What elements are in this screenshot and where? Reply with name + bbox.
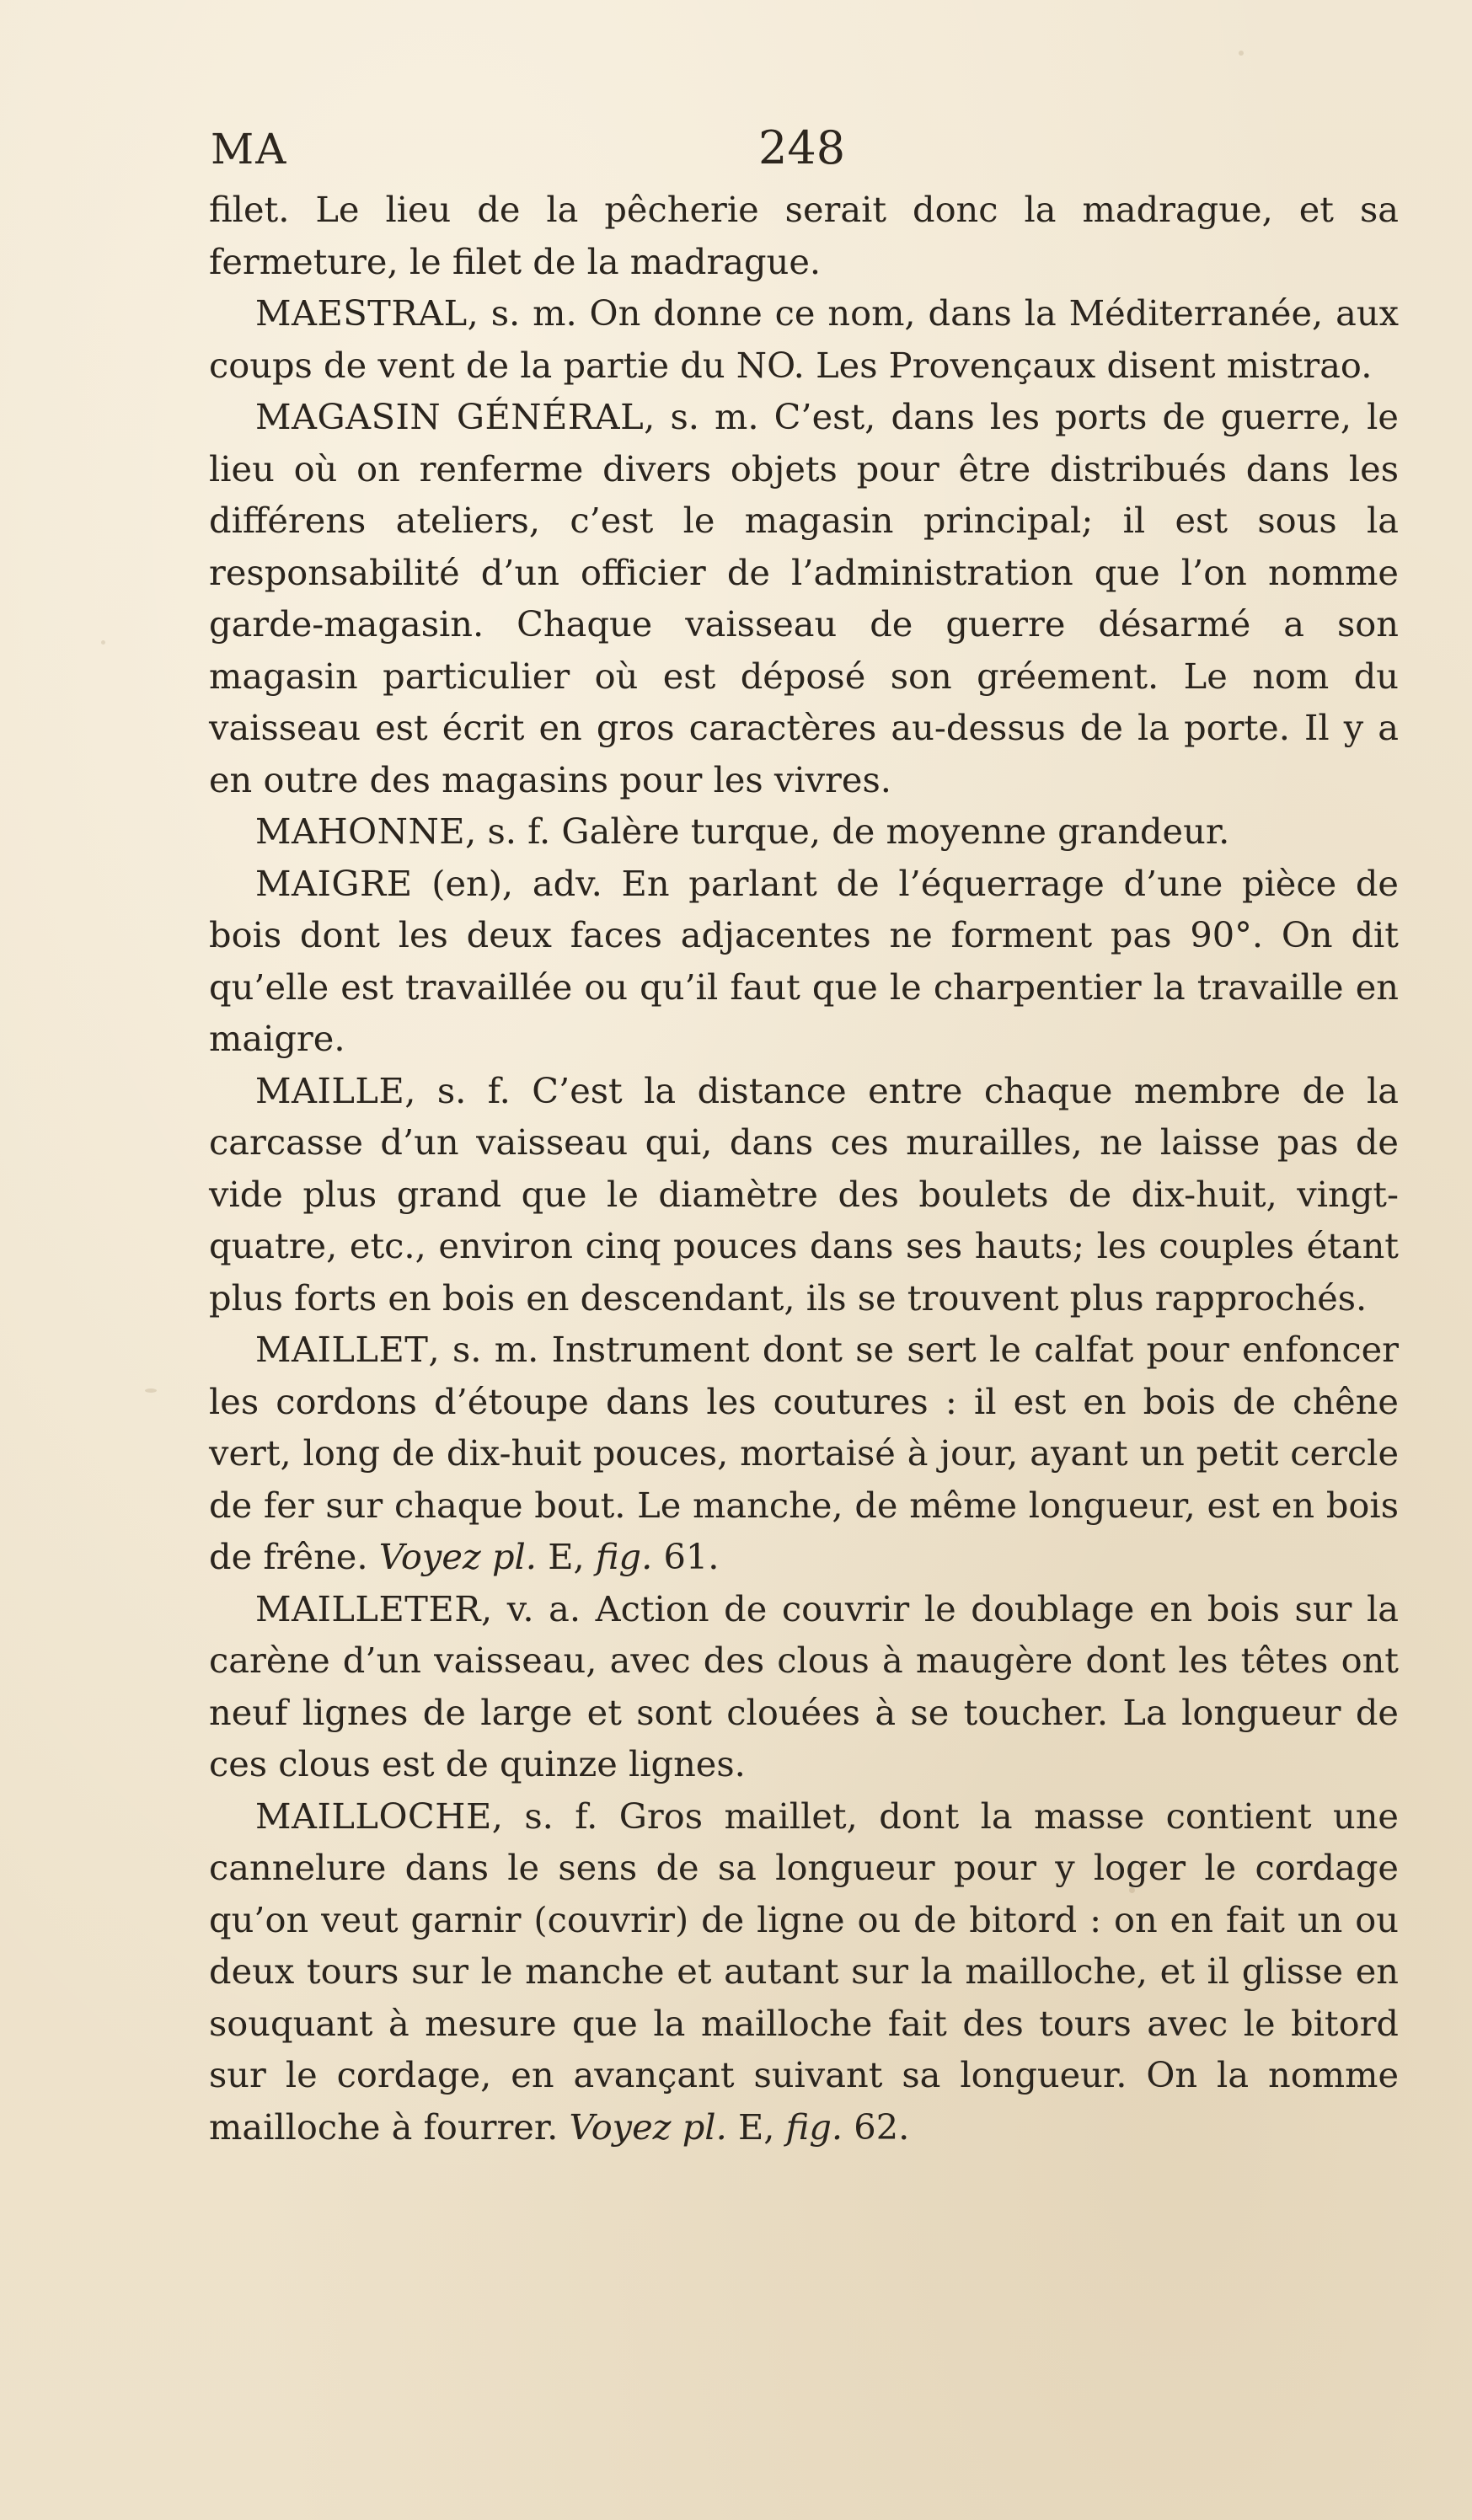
entry-maille [209, 1065, 1399, 1324]
headword: MAHONNE [255, 811, 466, 852]
entry-mailleter [209, 1583, 1399, 1790]
figure-number: 62. [843, 2105, 910, 2148]
entry-body: , v. a. Action de couvrir le doublage en bois sur la carène d’un vaisseau, avec des clous à maugère dont les têtes ont neuf lignes de large et sont clouées à se toucher. La longueur de ces clous est de quinze lignes. [209, 1587, 1399, 1784]
entry-maillet [209, 1324, 1399, 1583]
headword: MAILLE [255, 1069, 405, 1111]
entry-body: (en), adv. En parlant de l’équerrage d’une pièce de bois dont les deux faces adjacentes ne forment pas 90°. On dit qu’elle est travaillée ou qu’il faut que le charpentier la travaille en maigre. [209, 862, 1399, 1059]
figure-number: 61. [652, 1536, 720, 1577]
entry-maigre [209, 858, 1399, 1065]
entry-body: , s. m. On donne ce nom, dans la Méditerranée, aux coups de vent de la partie du NO. Les Provençaux disent mistrao. [209, 292, 1399, 386]
paper-stain [101, 640, 105, 645]
paper-stain [145, 1388, 157, 1393]
entry-body: , s. m. Instrument dont se sert le calfat pour enfoncer les cordons d’étoupe dans les coutures : il est en bois de chêne vert, long de dix-huit pouces, mortaisé à jour, ayant un petit cercle de fer sur chaque bout. Le manche, de même longueur, est en bois de frêne. [209, 1329, 1399, 1577]
entry-body: , s. f. Galère turque, de moyenne grandeur. [465, 811, 1230, 852]
figure-reference: Voyez pl. [367, 1536, 537, 1577]
entry-maestral [209, 287, 1399, 391]
plate-letter: E, [726, 2105, 786, 2148]
page-header [211, 118, 1407, 185]
continuation-paragraph: filet. Le lieu de la pêcherie serait donc la madrague, et sa fermeture, le filet de la madrague. [209, 189, 1399, 282]
running-head: MA [211, 125, 288, 174]
headword: MAIGRE [255, 862, 413, 904]
entry-mahonne [209, 805, 1399, 858]
headword: MAILLETER [255, 1587, 481, 1629]
paper-stain [1239, 51, 1244, 56]
headword: MAILLOCHE [255, 1795, 492, 1837]
headword: MAILLET [255, 1329, 429, 1370]
figure-abbrev: fig. [785, 2105, 843, 2148]
entry-mailloche [209, 1790, 1399, 2154]
figure-abbrev: fig. [595, 1536, 653, 1577]
entry-body: , s. m. C’est, dans les ports de guerre, le lieu où on renferme divers objets pour être distribués dans les différens ateliers, c’est le magasin principal; il est sous la responsabilité d’un officier de l’administration que l’on nomme garde-magasin. Chaque vaisseau de guerre désarmé a son magasin particulier où est déposé son gréement. Le nom du vaisseau est écrit en gros caractères au-dessus de la porte. Il y a en outre des magasins pour les vivres. [209, 396, 1399, 800]
entry-magasin-general [209, 391, 1399, 805]
headword: MAGASIN GÉNÉRAL [255, 396, 645, 437]
entry-body: , s. f. C’est la distance entre chaque membre de la carcasse d’un vaisseau qui, dans ces murailles, ne laisse pas de vide plus grand que le diamètre des boulets de dix-huit, vingt-quatre, etc., environ cinq pouces dans ses hauts; les couples étant plus forts en bois en descendant, ils se trouvent plus rapprochés. [209, 1069, 1399, 1319]
dictionary-text [209, 184, 1399, 2153]
plate-letter: E, [537, 1536, 596, 1577]
figure-reference: Voyez pl. [558, 2105, 727, 2148]
headword: MAESTRAL [255, 292, 468, 334]
entry-body: , s. f. Gros maillet, dont la masse contient une cannelure dans le sens de sa longueur pour y loger le cordage qu’on veut garnir (couvrir) de ligne ou de bitord : on en fait un ou deux tours sur le manche et autant sur la mailloche, et il glisse en souquant à mesure que la mailloche fait des tours avec le bitord sur le cordage, en avançant suivant sa longueur. On la nomme mailloche à fourrer. [209, 1795, 1399, 2148]
page-number: 248 [758, 121, 846, 174]
